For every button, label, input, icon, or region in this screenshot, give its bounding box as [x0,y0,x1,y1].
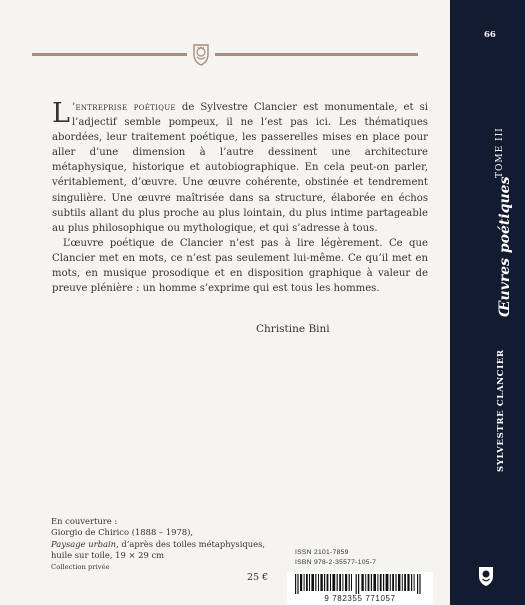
barcode-number: 9 782355 771057 [324,594,396,603]
barcode-box [287,572,433,605]
lion-crest-icon [190,42,212,66]
blurb-paragraph-2: L’œuvre poétique de Clancier n’est pas à lire légèrement. Ce que Clancier met en mots, ce n’est pas seulement lui-même. Ce qu’il met en mots, en musique prosodique et en disposition graphique à valeur de preuve plénière : un homme s’exprime qui est tous les hommes. [52,237,428,295]
artwork-title: Paysage urbain [51,538,117,549]
barcode-icon [295,574,425,594]
spine-tome: TOME III [495,127,505,178]
credits-line-5: Collection privée [51,562,110,571]
blurb-signature: Christine Bini [256,323,330,335]
ornament-rule-right [215,53,418,56]
blurb-text [52,100,428,296]
drop-cap: L [52,98,70,129]
cover-credits [51,516,265,573]
isbn-number: ISBN 978-2-35577-105-7 [295,559,377,566]
price: 25 € [247,572,269,583]
credits-line-1: En couverture : [51,516,118,526]
blurb-paragraph-1 [52,100,428,236]
spine-title: Œuvres poétiques [497,176,513,317]
issn-number: ISSN 2101-7859 [295,549,349,556]
isbn-block [295,548,376,568]
ornament-rule-left [32,53,187,56]
book-spine [450,0,525,605]
credits-line-2: Giorgio de Chirico (1888 – 1978), [51,527,194,538]
spine-page-number: 66 [484,30,496,40]
credits-line-3 [51,539,265,550]
spine-author: SYLVESTRE CLANCIER [496,349,506,472]
paragraph-1-body: de Sylvestre Clancier est monumentale, et si l’adjectif semble pompeux, il ne l’est pas ici. Les thématiques abordées, leur traitement poétique, les passerelles mises en place pour aller d’une dimension à l’autre dessinent une architecture métaphysique, historique et autobiographique. En cela peut-on parler, véritablement, d’œuvre. Une œuvre cohérente, obstinée et tendrement singulière. Une œuvre maîtrisée dans sa structure, élaborée en échos subtils allant du plus proche au plus lointain, du plus intime partageable au plus philosophique ou mythologique, et qui s’adresse à tous. [52,102,429,234]
credits-line-4: huile sur toile, 19 × 29 cm [51,550,165,561]
artwork-note: , d’après des toiles métaphysiques, [116,538,266,549]
lead-in: ’entreprise poétique [71,102,176,113]
publisher-logo-icon [476,565,496,587]
